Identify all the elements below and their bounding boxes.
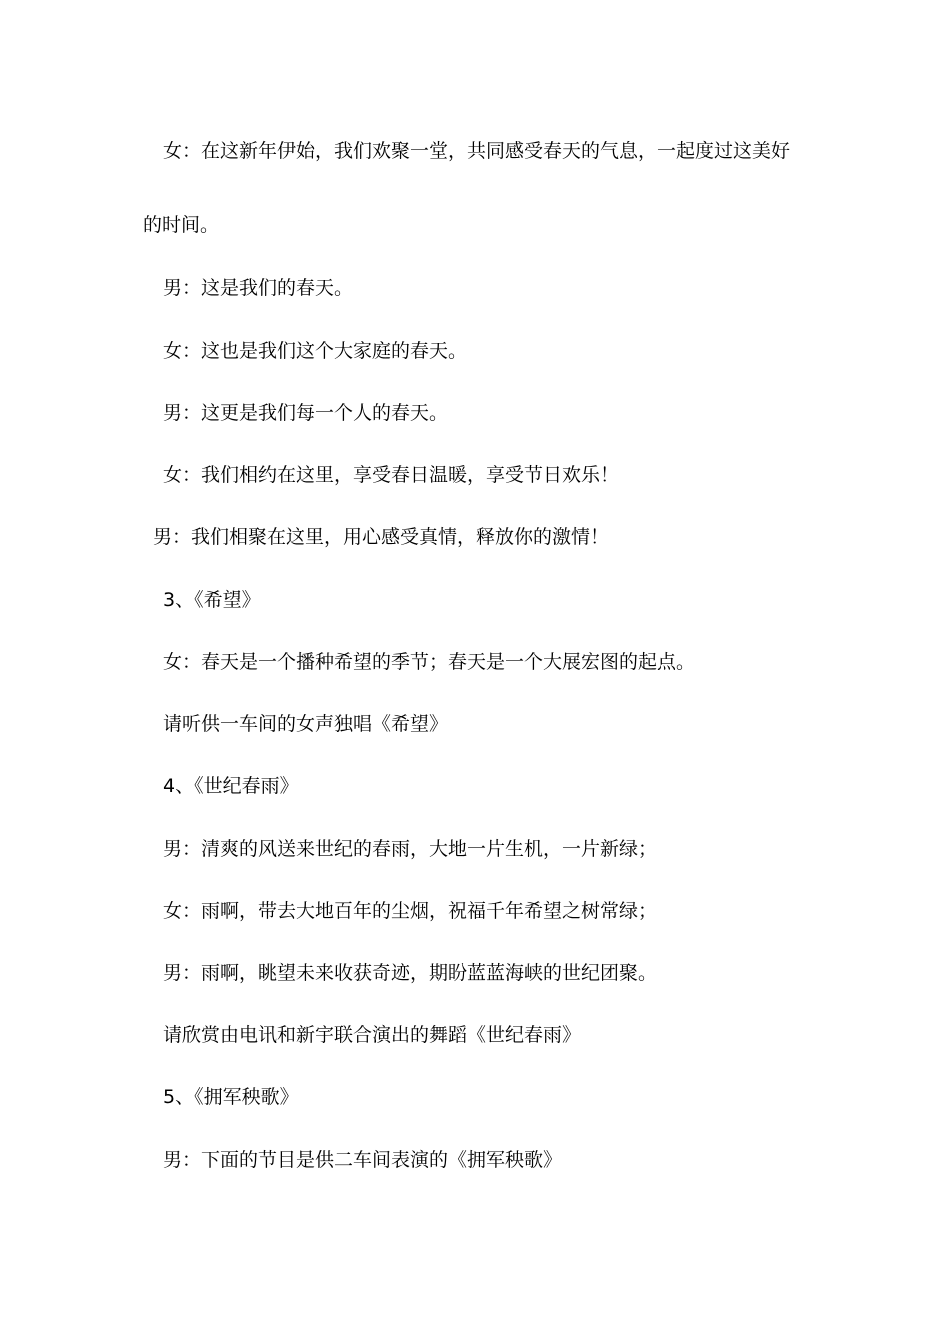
text-line: 请听供一车间的女声独唱《希望》 xyxy=(163,713,449,735)
text-line: 男：下面的节目是供二车间表演的《拥军秧歌》 xyxy=(163,1149,563,1171)
text-line: 请欣赏由电讯和新宇联合演出的舞蹈《世纪春雨》 xyxy=(163,1024,582,1046)
text-line: 男：我们相聚在这里，用心感受真情，释放你的激情！ xyxy=(153,526,610,548)
text-line: 男：雨啊，眺望未来收获奇迹，期盼蓝蓝海峡的世纪团聚。 xyxy=(163,962,658,984)
section-heading: 5、《拥军秧歌》 xyxy=(163,1086,299,1108)
text-line: 女：我们相约在这里，享受春日温暖，享受节日欢乐！ xyxy=(163,464,620,486)
text-line: 女：这也是我们这个大家庭的春天。 xyxy=(163,340,468,362)
text-line: 女：雨啊，带去大地百年的尘烟，祝福千年希望之树常绿； xyxy=(163,900,658,922)
section-heading: 3、《希望》 xyxy=(163,589,261,611)
text-line: 男：这是我们的春天。 xyxy=(163,277,354,299)
text-line: 男：清爽的风送来世纪的春雨，大地一片生机，一片新绿； xyxy=(163,838,658,860)
text-line: 的时间。 xyxy=(143,214,220,236)
text-line: 男：这更是我们每一个人的春天。 xyxy=(163,402,449,424)
section-heading: 4、《世纪春雨》 xyxy=(163,775,299,797)
text-line: 女：在这新年伊始，我们欢聚一堂，共同感受春天的气息，一起度过这美好 xyxy=(163,140,791,162)
text-line: 女：春天是一个播种希望的季节；春天是一个大展宏图的起点。 xyxy=(163,651,696,673)
